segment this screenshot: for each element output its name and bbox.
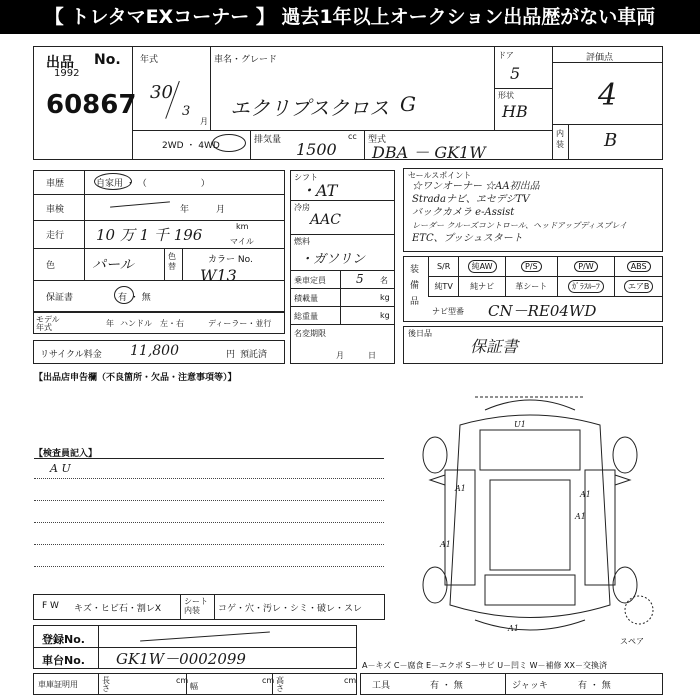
recycle-label: リサイクル料金 — [40, 350, 102, 360]
capacity-label: 乗車定員 — [294, 276, 326, 285]
color-change-label: 色替 — [168, 252, 176, 271]
tools-label: 工具 — [372, 681, 391, 691]
interior-value: B — [604, 130, 618, 151]
displacement-label: 排気量 — [254, 135, 282, 145]
cert-label: 車庫証明用 — [38, 680, 78, 689]
header-banner: 【 トレタマEXコーナー 】 過去1年以上オークション出品歴がない車両 — [0, 0, 700, 34]
equip-item — [506, 257, 558, 277]
damage-mark: A1 — [575, 512, 586, 521]
equip-item: S/R — [429, 257, 459, 277]
model-year-unit: 年 — [106, 319, 114, 328]
fuel-label: 燃料 — [294, 237, 310, 246]
sales-point-line: レーダー クルーズコントロール、ヘッドアップディスプレイ — [412, 221, 627, 230]
spare-label: スペア — [620, 637, 644, 646]
lot-number: 60867 — [46, 90, 137, 120]
weight-label: 総重量 — [294, 312, 318, 321]
mileage-unit-km: km — [236, 222, 249, 231]
fuel-value: ・ガソリン — [300, 252, 366, 267]
chassis-label: 車台No. — [42, 654, 85, 667]
equip-item-circled: P/W — [574, 261, 597, 272]
seat-label: シート内装 — [184, 597, 208, 615]
equip-item — [615, 277, 663, 297]
load-label: 積載量 — [294, 294, 318, 303]
inspection-value: 年 月 — [180, 205, 226, 215]
cert-width-unit: cm — [262, 676, 275, 685]
equip-item: 純TV — [429, 277, 459, 297]
model-grade: G — [400, 92, 416, 116]
warranty-label: 保証書 — [46, 293, 74, 303]
cert-len: 長さ — [102, 676, 110, 693]
history-circle — [94, 173, 132, 190]
doors-value: 5 — [510, 64, 521, 83]
score-value: 4 — [598, 78, 618, 113]
equipment-table — [428, 256, 663, 297]
warranty-value: 有 ・ 無 — [118, 293, 151, 303]
later-label: 後日品 — [408, 329, 432, 338]
year-month: 3 — [182, 104, 191, 119]
fw-text: キズ・ヒビ石・割レX — [74, 604, 161, 614]
shift-label: シフト — [294, 173, 318, 182]
shape-label: 形状 — [498, 91, 514, 100]
equip-item-circled: ｶﾞﾗｽﾙｰﾌ — [568, 280, 604, 293]
mileage-label: 走行 — [46, 231, 65, 241]
equip-item-circled: P/S — [521, 261, 542, 272]
year-value: 30 — [150, 82, 173, 103]
history-label: 車歴 — [46, 179, 65, 189]
dealer-label: ディーラー・並行 — [208, 319, 272, 328]
navi-value: CN－RE04WD — [488, 302, 597, 320]
shift-value: ・AT — [300, 181, 338, 200]
color-code: W13 — [200, 266, 237, 285]
color-label: 色 — [46, 261, 56, 271]
sales-point-line: バックカメラ e-Assist — [412, 207, 515, 218]
model-name: エクリプスクロス — [230, 96, 390, 120]
equip-item-circled: 純AW — [468, 260, 497, 273]
chassis-value: GK1W－0002099 — [116, 650, 246, 668]
seller-notes-label: 【出品店申告欄（不良箇所・欠品・注意事項等）】 — [34, 373, 237, 383]
inspector-notes-value: A U — [50, 462, 71, 475]
drive-options: 2WD ・ 4WD — [162, 141, 220, 151]
displacement-value: 1500 — [296, 140, 337, 159]
aircon-value: AAC — [310, 212, 341, 228]
sales-point-line: ETC、プッシュスタート — [412, 233, 523, 244]
equip-item — [459, 257, 506, 277]
damage-mark: U1 — [514, 420, 526, 429]
inspection-label: 車検 — [46, 205, 65, 215]
cert-len-unit: cm — [176, 676, 189, 685]
color-code-label: カラー No. — [208, 255, 253, 265]
cert-width: 幅 — [190, 682, 198, 691]
damage-mark: A1 — [440, 540, 451, 549]
lot-no-label: No. — [94, 52, 121, 68]
lot-sub: 1992 — [54, 68, 80, 79]
mileage-unit-mile: マイル — [230, 237, 254, 246]
year-label: 年式 — [140, 55, 159, 65]
drive-selected-circle — [212, 134, 246, 152]
year-month-unit: 月 — [200, 117, 208, 126]
model-code-value: DBA － GK1W — [372, 143, 486, 162]
doors-label: ドア — [498, 51, 514, 60]
damage-legend: A－キズ C－腐食 E－エクボ S－サビ U－凹ミ W－補修 XX－交換済 — [362, 661, 608, 670]
cert-height: 高さ — [276, 676, 284, 693]
recycle-note: 預託済 — [240, 350, 268, 360]
warranty-circle — [114, 286, 134, 304]
load-unit: kg — [380, 293, 390, 302]
change-date-unit: 月 日 — [336, 351, 376, 360]
later-box — [403, 326, 663, 364]
equip-item: 革シート — [506, 277, 558, 297]
model-year-label: モデル年式 — [36, 315, 60, 332]
shape-value: HB — [502, 102, 528, 121]
sales-points-label: セールスポイント — [408, 171, 472, 180]
capacity-value: 5 — [356, 272, 364, 286]
displacement-unit: cc — [348, 132, 357, 141]
seat-text: コゲ・穴・汚レ・シミ・破レ・スレ — [218, 604, 363, 614]
jack-label: ジャッキ — [512, 681, 548, 691]
model-label: 車名・グレード — [214, 55, 278, 65]
equip-item: 純ナビ — [459, 277, 506, 297]
later-value: 保証書 — [470, 337, 519, 356]
sales-point-line: ☆ワンオーナー ☆AA初出品 — [412, 181, 540, 192]
equipment-label: 装備品 — [410, 265, 420, 307]
equip-item-circled: ABS — [627, 261, 651, 272]
navi-label: ナビ型番 — [432, 307, 464, 316]
capacity-unit: 名 — [380, 276, 388, 285]
sales-points-list — [412, 180, 662, 245]
tools-value: 有 ・ 無 — [430, 681, 463, 691]
damage-mark: A1 — [508, 624, 519, 633]
sales-point-line: Stradaナビ、ヱセデジTV — [412, 194, 530, 205]
weight-unit: kg — [380, 311, 390, 320]
equip-item — [615, 257, 663, 277]
lot-label: 出品 — [46, 55, 74, 71]
history-value: 自家用 ・ （ ） — [96, 179, 210, 189]
jack-value: 有 ・ 無 — [578, 681, 611, 691]
inspector-notes-label: 【検査員記入】 — [34, 449, 98, 459]
color-value: パール — [92, 257, 134, 273]
registration-label: 登録No. — [42, 633, 85, 646]
model-code-label: 型式 — [368, 135, 387, 145]
recycle-value: 11,800 — [130, 343, 179, 359]
equip-item-circled: エアB — [624, 280, 654, 293]
mileage-value: 10 万 1 千 196 — [96, 226, 203, 244]
aircon-label: 冷房 — [294, 203, 310, 212]
interior-label: 内装 — [556, 129, 564, 149]
recycle-unit: 円 — [226, 350, 236, 360]
equip-item — [557, 257, 615, 277]
damage-mark: A1 — [455, 484, 466, 493]
fw-label: F W — [42, 601, 59, 611]
car-diagram — [405, 385, 660, 650]
damage-mark: A1 — [580, 490, 591, 499]
cert-height-unit: cm — [344, 676, 357, 685]
change-date-label: 名変期限 — [294, 329, 326, 338]
score-label: 評価点 — [586, 53, 614, 63]
handle-label: ハンドル 左・右 — [120, 319, 184, 328]
equip-item — [557, 277, 615, 297]
